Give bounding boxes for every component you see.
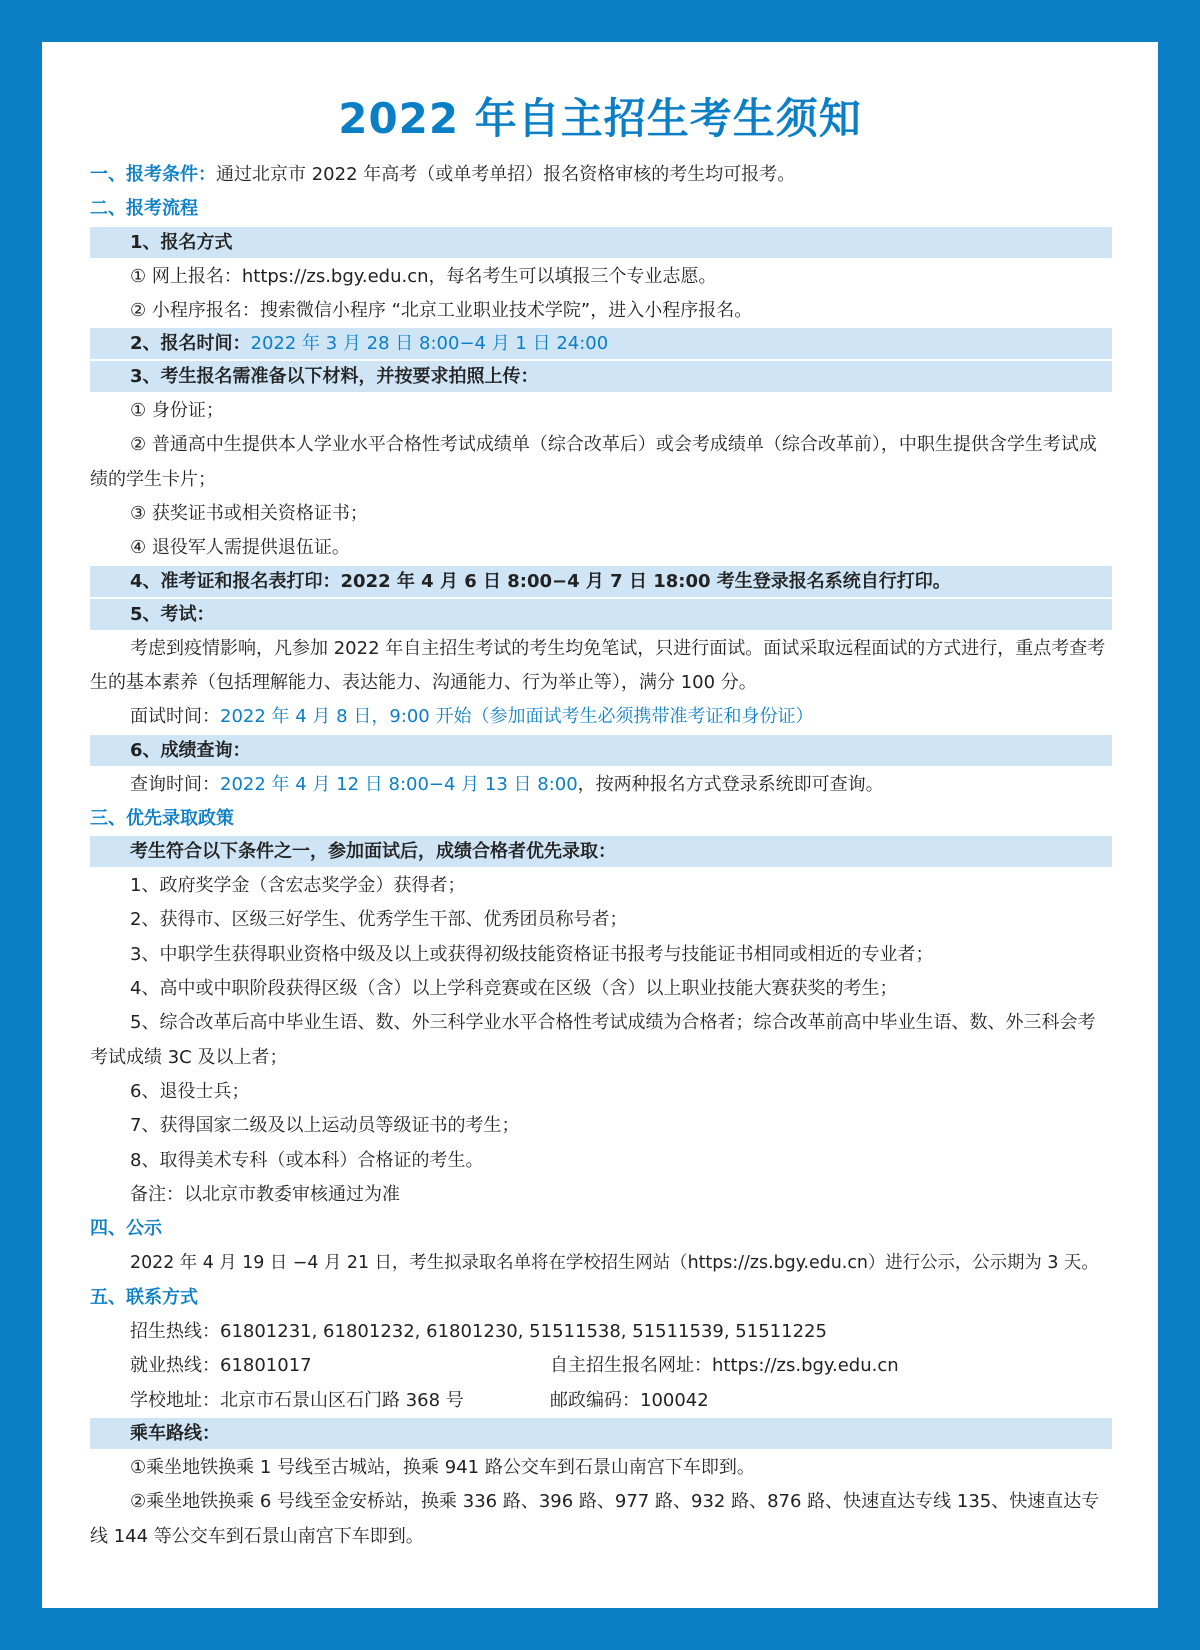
sub-5-bar: 5、考试： [90,599,1112,630]
priority-item: 5、综合改革后高中毕业生语、数、外三科学业水平合格性考试成绩为合格者；综合改革前高中毕业生语、数、外三科会考考试成绩 3C 及以上者； [90,1012,1096,1068]
publicity-text: 2022 年 4 月 19 日 −4 月 21 日，考生拟录取名单将在学校招生网站（https://zs.bgy.edu.cn）进行公示，公示期为 3 天。 [130,1253,1099,1274]
signup-site: 自主招生报名网址：https://zs.bgy.edu.cn [550,1355,899,1377]
priority-item: 8、取得美术专科（或本科）合格证的考生。 [130,1149,484,1171]
section-2-heading: 二、报考流程 [90,198,198,220]
online-signup: ① 网上报名：https://zs.bgy.edu.cn，每名考生可以填报三个专业志愿。 [130,265,717,287]
section-1-label: 一、报考条件： [90,164,216,185]
section-1-line [90,158,1112,192]
contact-row-2 [90,1384,1112,1418]
sub-2-label: 2、报名时间： [130,333,251,355]
priority-item: 4、高中或中职阶段获得区级（含）以上学科竞赛或在区级（含）以上职业技能大赛获奖的考生； [130,978,898,1000]
page-title: 2022 年自主招生考生须知 [338,94,862,143]
job-hotline: 就业热线：61801017 [130,1355,312,1377]
admission-hotline: 招生热线：61801231, 61801232, 61801230, 51511538, 51511539, 51511225 [130,1321,827,1343]
notice-page [42,42,1158,1608]
priority-bar: 考生符合以下条件之一，参加面试后，成绩合格者优先录取： [90,836,1112,867]
priority-item: 1、政府奖学金（含宏志奖学金）获得者； [130,875,466,897]
priority-item: 6、退役士兵； [130,1080,250,1102]
section-4-heading: 四、公示 [90,1218,162,1240]
miniapp-signup: ② 小程序报名：搜索微信小程序 “北京工业职业技术学院”，进入小程序报名。 [130,299,753,321]
section-3-heading: 三、优先录取政策 [90,807,234,829]
route-1: ①乘坐地铁换乘 1 号线至古城站，换乘 941 路公交车到石景山南宫下车即到。 [130,1456,755,1478]
interview-label: 面试时间： [130,706,220,728]
priority-note: 备注：以北京市教委审核通过为准 [130,1183,400,1205]
material-4: ④ 退役军人需提供退伍证。 [130,537,350,559]
priority-item: 3、中职学生获得职业资格中级及以上或获得初级技能资格证书报考与技能证书相同或相近的专业者； [130,943,934,965]
sub-1-bar: 1、报名方式 [90,227,1112,258]
notice-content [90,158,1112,1554]
section-1-text: 通过北京市 2022 年高考（或单考单招）报名资格审核的考生均可报考。 [216,164,796,185]
sub-3-bar: 3、考生报名需准备以下材料，并按要求拍照上传： [90,361,1112,392]
route-2: ②乘坐地铁换乘 6 号线至金安桥站，换乘 336 路、396 路、977 路、932 路、876 路、快速直达专线 135、快速直达专线 144 等公交车到石景山南宫下车即到。 [90,1491,1100,1547]
school-address: 学校地址：北京市石景山区石门路 368 号 [130,1389,464,1411]
material-2: ② 普通高中生提供本人学业水平合格性考试成绩单（综合改革后）或会考成绩单（综合改革前），中职生提供含学生考试成绩的学生卡片； [90,434,1097,490]
interview-time [90,700,1112,734]
query-label: 查询时间： [130,773,220,795]
query-tail: ，按两种报名方式登录系统即可查询。 [577,773,884,795]
priority-item: 7、获得国家二级及以上运动员等级证书的考生； [130,1115,520,1137]
sub-2-value: 2022 年 3 月 28 日 8:00−4 月 1 日 24:00 [250,333,609,355]
priority-item: 2、获得市、区级三好学生、优秀学生干部、优秀团员称号者； [130,909,628,931]
query-time [90,768,1112,802]
interview-value: 2022 年 4 月 8 日，9:00 开始（参加面试考生必须携带准考证和身份证） [220,706,814,728]
contact-row-1 [90,1349,1112,1383]
material-3: ③ 获奖证书或相关资格证书； [130,503,368,525]
sub-6-bar: 6、成绩查询： [90,735,1112,766]
sub-2-bar [90,328,1112,359]
section-5-heading: 五、联系方式 [90,1286,198,1308]
sub-4-bar: 4、准考证和报名表打印：2022 年 4 月 6 日 8:00−4 月 7 日 18:00 考生登录报名系统自行打印。 [90,566,1112,597]
route-bar: 乘车路线： [90,1418,1112,1449]
exam-text: 考虑到疫情影响，凡参加 2022 年自主招生考试的考生均免笔试，只进行面试。面试采取远程面试的方式进行，重点考查考生的基本素养（包括理解能力、表达能力、沟通能力、行为举止等），满分 100 分。 [90,637,1106,693]
postcode: 邮政编码：100042 [550,1389,709,1411]
query-value: 2022 年 4 月 12 日 8:00−4 月 13 日 8:00 [220,773,578,795]
material-1: ① 身份证； [130,400,224,422]
